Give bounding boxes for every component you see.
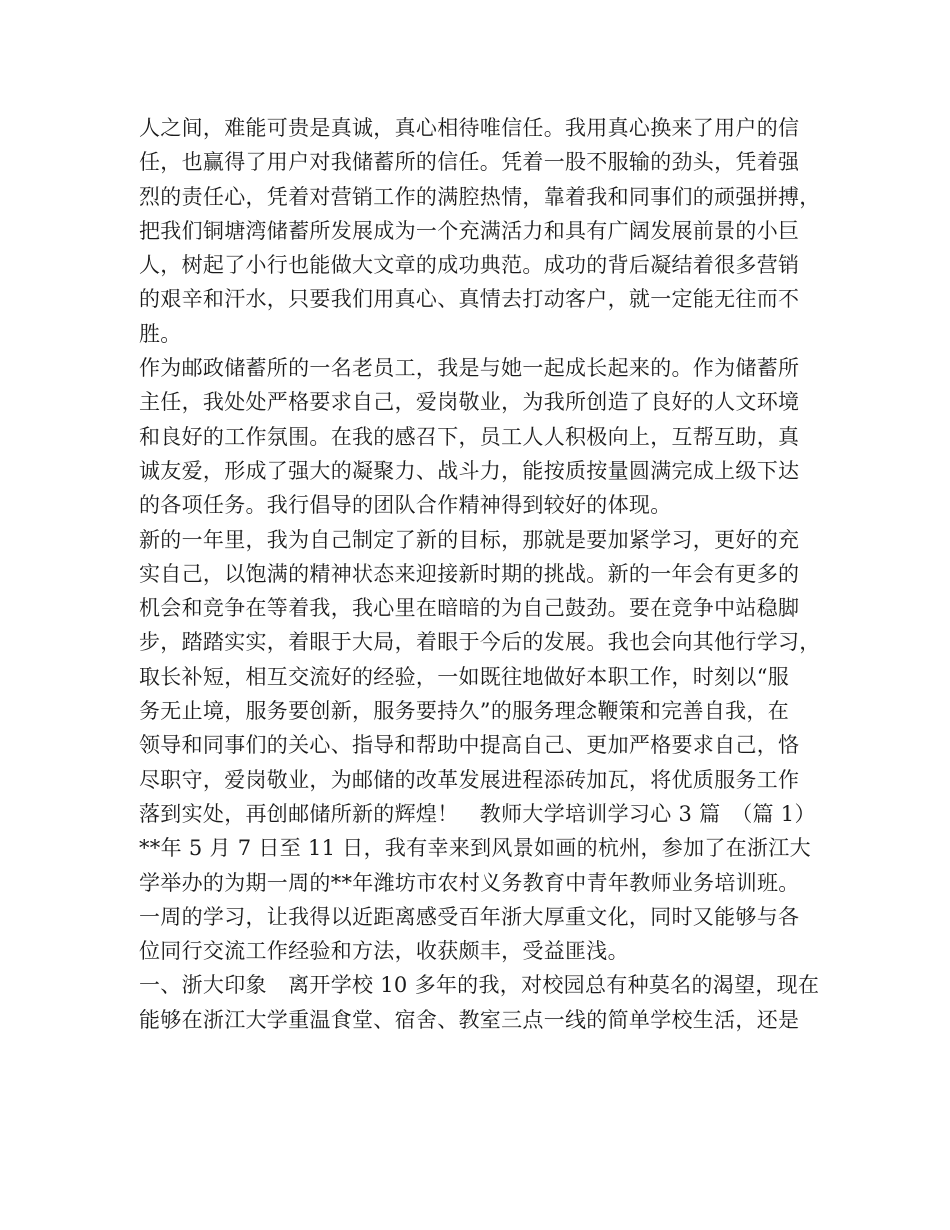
text-line: 学举办的为期一周的**年潍坊市农村义务教育中青年教师业务培训班。	[139, 870, 800, 895]
text-line: 作为邮政储蓄所的一名老员工，我是与她一起成长起来的。作为储蓄所	[139, 356, 800, 381]
text-line: 的各项任务。我行倡导的团队合作精神得到较好的体现。	[139, 493, 672, 518]
text-line: 的艰辛和汗水，只要我们用真心、真情去打动客户，就一定能无往而不	[139, 287, 800, 312]
text-line: 落到实处，再创邮储所新的辉煌！ 教师大学培训学习心 3 篇 （篇 1）	[139, 801, 816, 826]
text-line: 把我们铜塘湾储蓄所发展成为一个充满活力和具有广阔发展前景的小巨	[139, 218, 800, 243]
text-line: **年 5 月 7 日至 11 日，我有幸来到风景如画的杭州，参加了在浙江大	[139, 836, 811, 861]
text-line: 领导和同事们的关心、指导和帮助中提高自己、更加严格要求自己，恪	[139, 733, 800, 758]
text-line: 新的一年里，我为自己制定了新的目标，那就是要加紧学习，更好的充	[139, 527, 800, 552]
text-line: 实自己，以饱满的精神状态来迎接新时期的挑战。新的一年会有更多的	[139, 561, 800, 586]
text-line: 人，树起了小行也能做大文章的成功典范。成功的背后凝结着很多营销	[139, 253, 800, 278]
text-line: 务无止境，服务要创新，服务要持久”的服务理念鞭策和完善自我，在	[139, 699, 790, 724]
text-line: 人之间，难能可贵是真诚，真心相待唯信任。我用真心换来了用户的信	[139, 116, 800, 140]
text-line: 步，踏踏实实，着眼于大局，着眼于今后的发展。我也会向其他行学习，	[139, 630, 821, 655]
text-line: 机会和竞争在等着我，我心里在暗暗的为自己鼓劲。要在竞争中站稳脚	[139, 596, 800, 621]
text-line: 胜。	[139, 321, 182, 346]
text-line: 尽职守，爱岗敬业，为邮储的改革发展进程添砖加瓦，将优质服务工作	[139, 767, 800, 792]
text-line: 取长补短，相互交流好的经验，一如既往地做好本职工作，时刻以“服	[139, 664, 790, 689]
text-line: 一周的学习，让我得以近距离感受百年浙大厚重文化，同时又能够与各	[139, 904, 800, 929]
document-body	[139, 111, 839, 1037]
text-line: 主任，我处处严格要求自己，爱岗敬业，为我所创造了良好的人文环境	[139, 390, 800, 415]
text-line: 烈的责任心，凭着对营销工作的满腔热情，靠着我和同事们的顽强拼搏，	[139, 184, 821, 209]
text-line: 一、浙大印象 离开学校 10 多年的我，对校园总有种莫名的渴望，现在	[139, 973, 820, 998]
text-line: 能够在浙江大学重温食堂、宿舍、教室三点一线的简单学校生活，还是	[139, 1007, 800, 1032]
text-line: 位同行交流工作经验和方法，收获颇丰，受益匪浅。	[139, 939, 629, 964]
text-line: 任，也赢得了用户对我储蓄所的信任。凭着一股不服输的劲头，凭着强	[139, 150, 800, 175]
text-line: 诚友爱，形成了强大的凝聚力、战斗力，能按质按量圆满完成上级下达	[139, 458, 800, 483]
text-line: 和良好的工作氛围。在我的感召下，员工人人积极向上，互帮互助，真	[139, 424, 800, 449]
